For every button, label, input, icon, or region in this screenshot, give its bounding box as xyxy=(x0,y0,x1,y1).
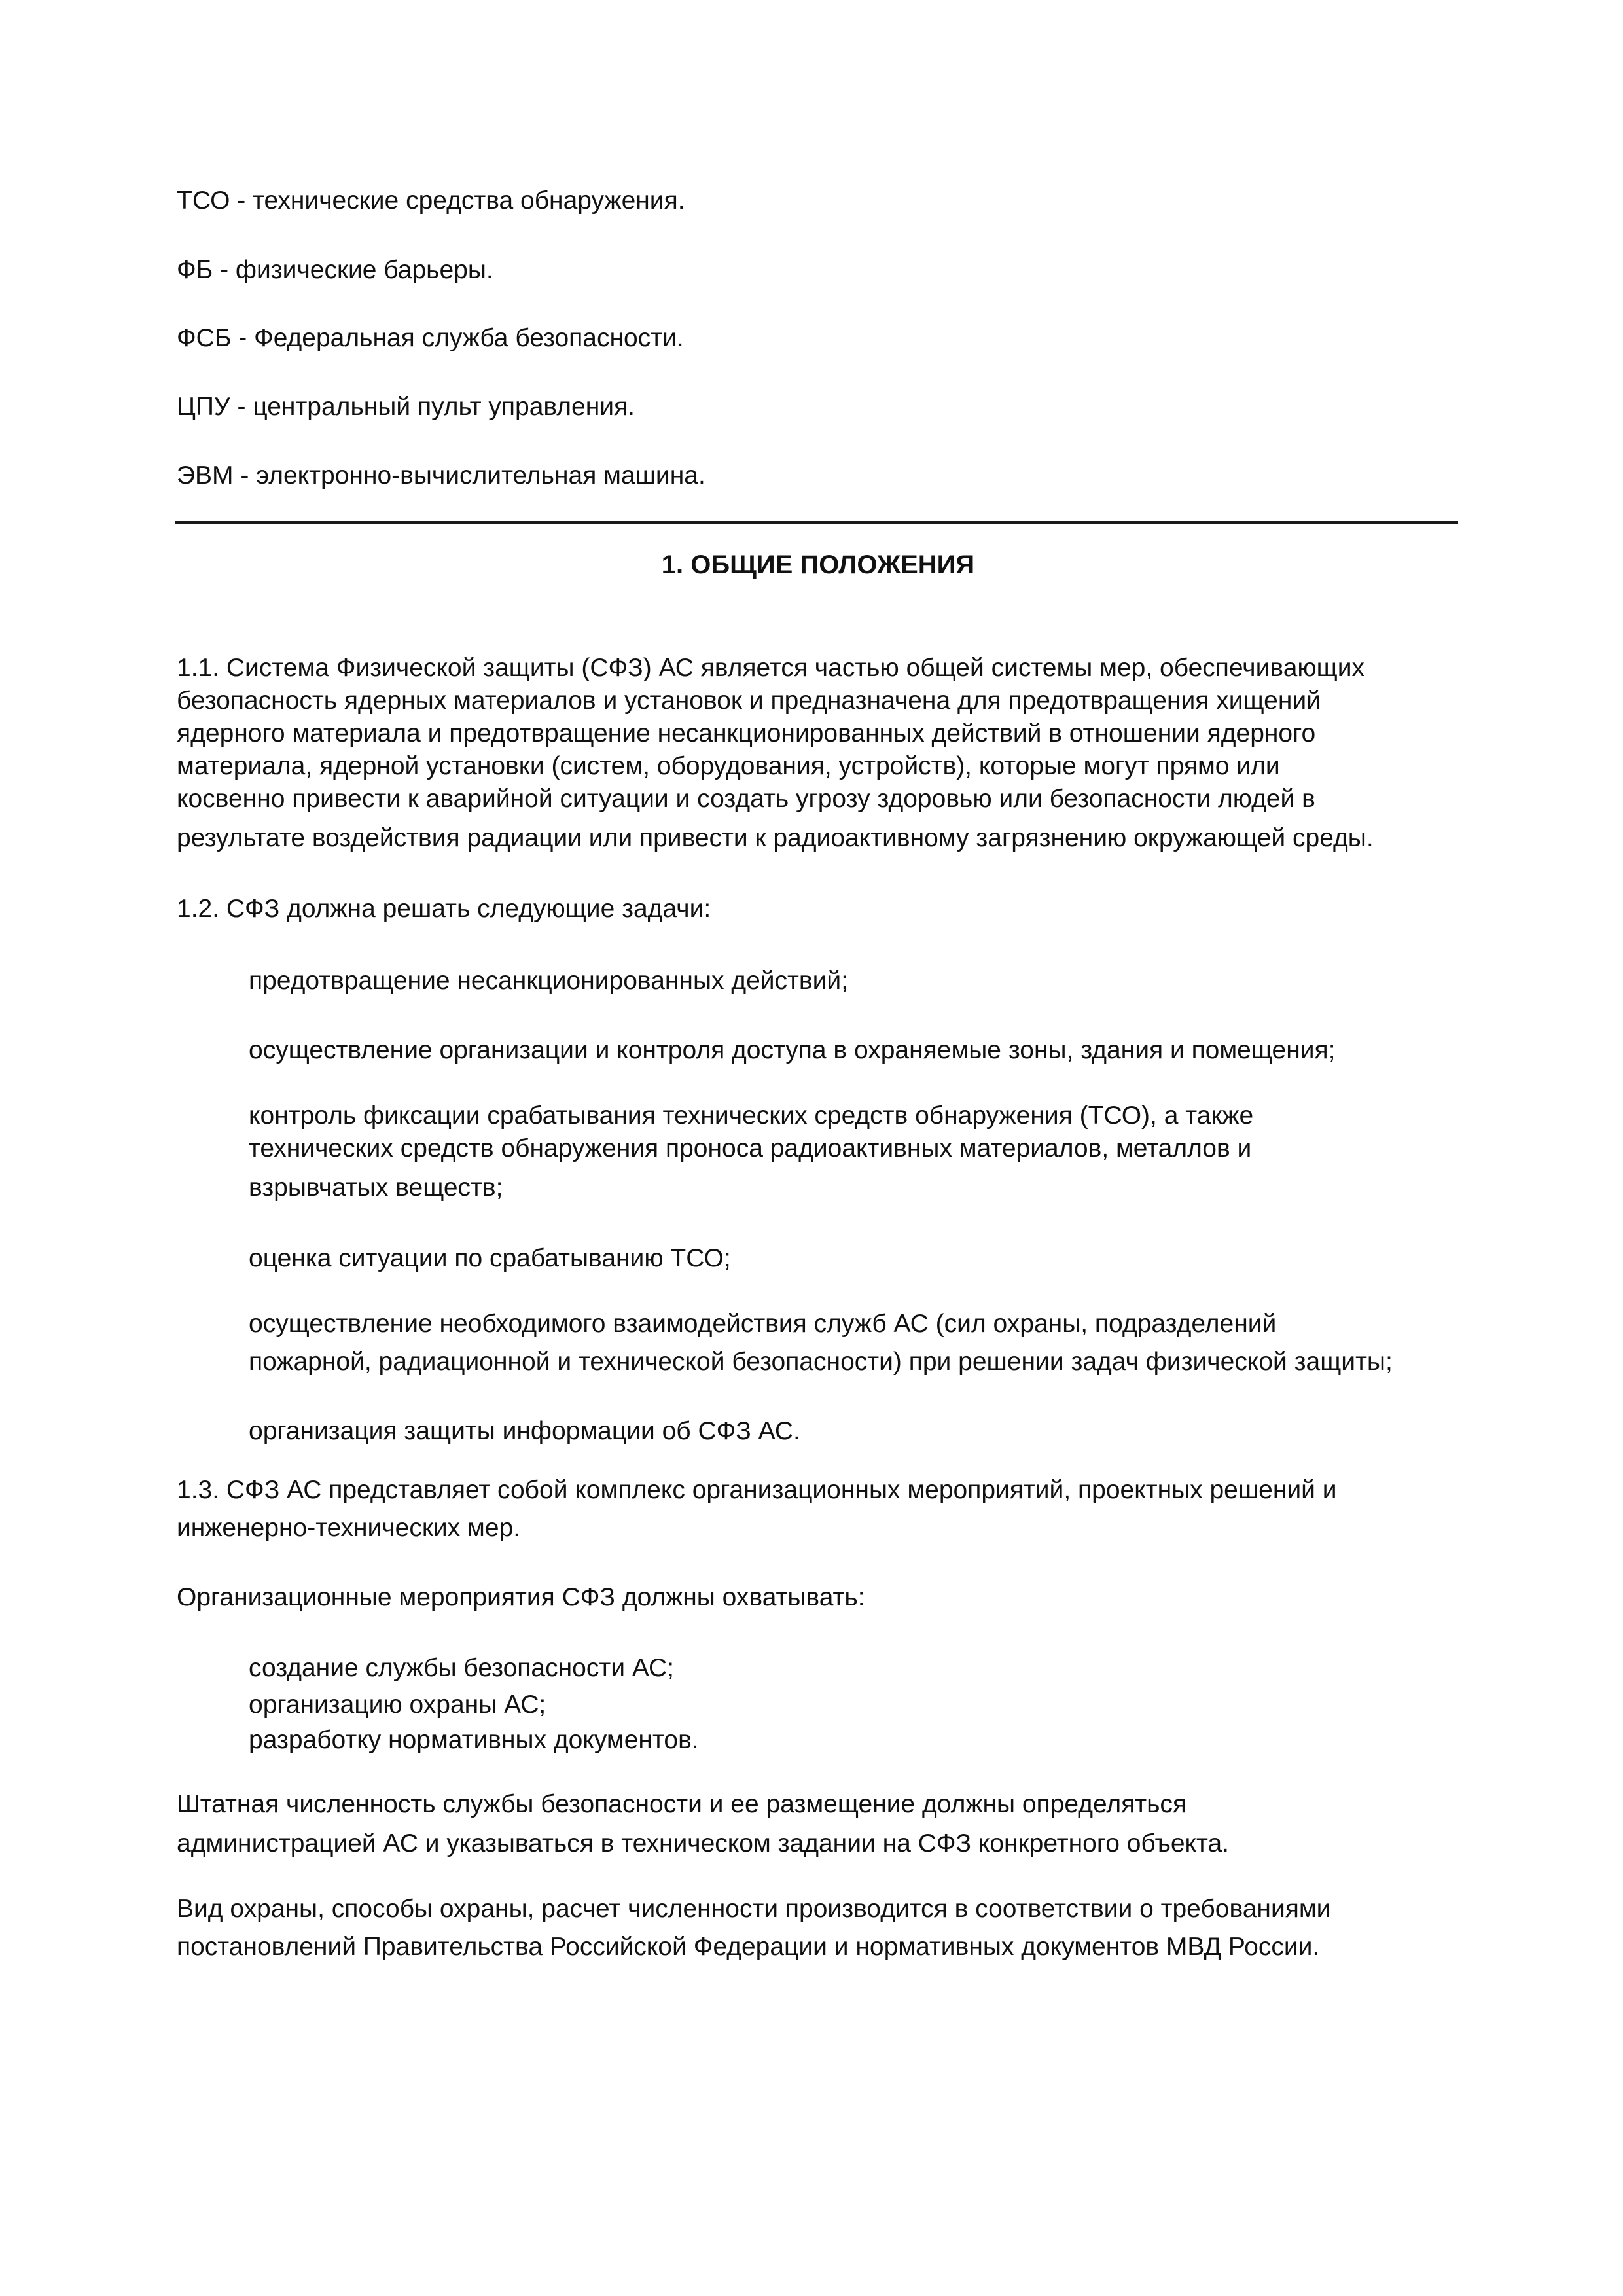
org-measure-item: разработку нормативных документов. xyxy=(249,1726,699,1754)
paragraph-1-3-line: 1.3. СФЗ АС представляет собой комплекс организационных мероприятий, проектных решений и xyxy=(177,1476,1337,1504)
task-list-item: организация защиты информации об СФЗ АС. xyxy=(249,1417,800,1445)
staffing-paragraph-line: Штатная численность службы безопасности и ее размещение должны определяться xyxy=(177,1790,1187,1818)
paragraph-1-1-line: результате воздействия радиации или привести к радиоактивному загрязнению окружающей среды. xyxy=(177,824,1374,852)
task-list-item: осуществление необходимого взаимодействия служб АС (сил охраны, подразделений xyxy=(249,1310,1277,1338)
staffing-paragraph-line: администрацией АС и указываться в техническом задании на СФЗ конкретного объекта. xyxy=(177,1829,1229,1857)
task-list-item: взрывчатых веществ; xyxy=(249,1174,503,1202)
abbreviation-item: ФСБ - Федеральная служба безопасности. xyxy=(177,324,684,352)
task-list-item: осуществление организации и контроля доступа в охраняемые зоны, здания и помещения; xyxy=(249,1036,1336,1064)
abbreviation-item: ТСО - технические средства обнаружения. xyxy=(177,187,685,215)
org-measure-item: организацию охраны АС; xyxy=(249,1691,546,1719)
abbreviation-item: ЭВМ - электронно-вычислительная машина. xyxy=(177,461,705,490)
task-list-item: пожарной, радиационной и технической безопасности) при решении задач физической защиты; xyxy=(249,1348,1393,1376)
org-measures-intro: Организационные мероприятия СФЗ должны охватывать: xyxy=(177,1583,865,1611)
task-list-item: технических средств обнаружения проноса радиоактивных материалов, металлов и xyxy=(249,1134,1252,1162)
guard-paragraph-line: Вид охраны, способы охраны, расчет численности производится в соответствии о требованиями xyxy=(177,1895,1331,1923)
paragraph-1-3-line: инженерно-технических мер. xyxy=(177,1514,521,1542)
paragraph-1-1-line: ядерного материала и предотвращение несанкционированных действий в отношении ядерного xyxy=(177,719,1316,747)
abbreviation-item: ЦПУ - центральный пульт управления. xyxy=(177,393,635,421)
task-list-item: контроль фиксации срабатывания технических средств обнаружения (ТСО), а также xyxy=(249,1102,1254,1130)
section-divider xyxy=(175,521,1458,524)
task-list-item: оценка ситуации по срабатыванию ТСО; xyxy=(249,1244,731,1272)
paragraph-1-1-line: материала, ядерной установки (систем, оборудования, устройств), которые могут прямо или xyxy=(177,752,1280,780)
org-measure-item: создание службы безопасности АС; xyxy=(249,1654,674,1682)
paragraph-1-2-intro: 1.2. СФЗ должна решать следующие задачи: xyxy=(177,895,711,923)
paragraph-1-1-line: 1.1. Система Физической защиты (СФЗ) АС является частью общей системы мер, обеспечивающих xyxy=(177,654,1365,682)
paragraph-1-1-line: косвенно привести к аварийной ситуации и создать угрозу здоровью или безопасности людей в xyxy=(177,785,1315,813)
abbreviation-item: ФБ - физические барьеры. xyxy=(177,256,493,284)
paragraph-1-1-line: безопасность ядерных материалов и установок и предназначена для предотвращения хищений xyxy=(177,687,1321,715)
section-title: 1. ОБЩИЕ ПОЛОЖЕНИЯ xyxy=(661,550,975,579)
guard-paragraph-line: постановлений Правительства Российской Федерации и нормативных документов МВД России. xyxy=(177,1933,1320,1961)
task-list-item: предотвращение несанкционированных действий; xyxy=(249,967,849,995)
